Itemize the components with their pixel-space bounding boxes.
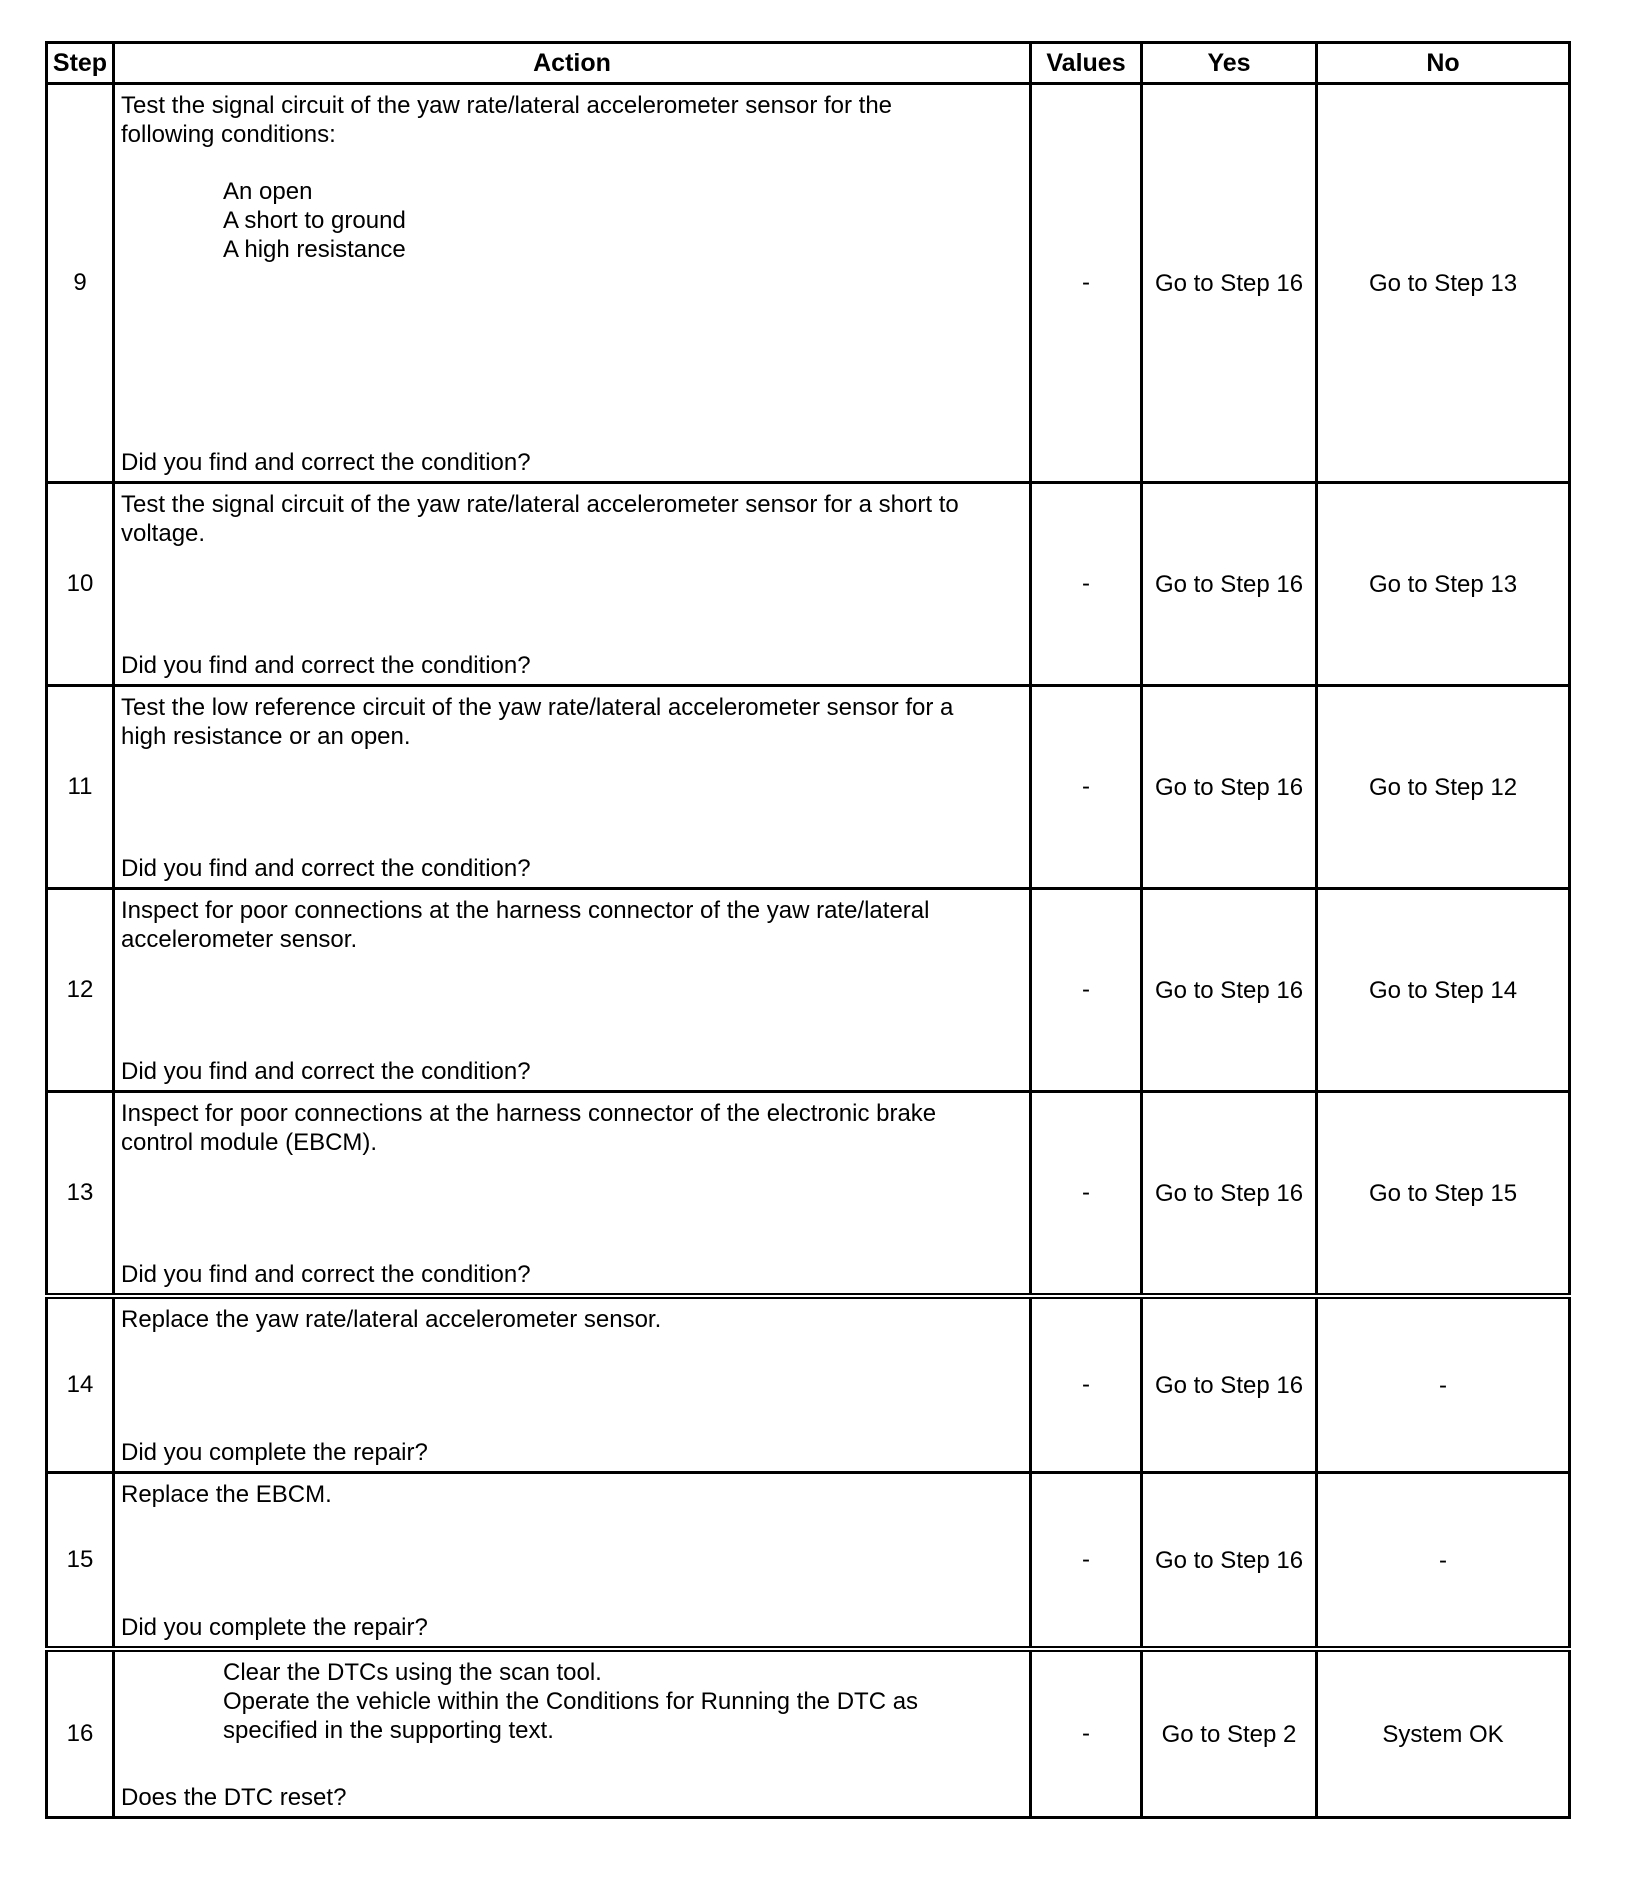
no-cell: Go to Step 14 xyxy=(1317,889,1570,1092)
header-no: No xyxy=(1317,43,1570,84)
values-cell: - xyxy=(1031,483,1142,686)
action-cell xyxy=(114,483,1031,686)
no-cell: - xyxy=(1317,1296,1570,1473)
step-number: 10 xyxy=(47,483,114,686)
action-text: Test the signal circuit of the yaw rate/lateral accelerometer sensor for the following conditions: xyxy=(121,92,893,148)
values-cell: - xyxy=(1031,1473,1142,1650)
step-number: 12 xyxy=(47,889,114,1092)
action-question: Did you complete the repair? xyxy=(121,1439,428,1466)
action-cell xyxy=(114,686,1031,889)
action-text: Test the signal circuit of the yaw rate/lateral accelerometer sensor for a short to voltage. xyxy=(121,491,959,547)
action-question: Did you find and correct the condition? xyxy=(121,449,531,476)
action-cell xyxy=(114,1473,1031,1650)
yes-cell: Go to Step 16 xyxy=(1142,686,1317,889)
header-values: Values xyxy=(1031,43,1142,84)
yes-cell: Go to Step 16 xyxy=(1142,1473,1317,1650)
action-text: Test the low reference circuit of the yaw rate/lateral accelerometer sensor for a high resistance or an open. xyxy=(121,694,954,750)
table-row xyxy=(47,1649,1570,1818)
no-cell: Go to Step 13 xyxy=(1317,84,1570,483)
action-cell xyxy=(114,1092,1031,1297)
no-cell: Go to Step 15 xyxy=(1317,1092,1570,1297)
action-question: Did you find and correct the condition? xyxy=(121,1058,531,1085)
action-text: Inspect for poor connections at the harness connector of the yaw rate/lateral accelerometer sensor. xyxy=(121,897,930,953)
action-question: Did you find and correct the condition? xyxy=(121,1261,531,1288)
yes-cell: Go to Step 16 xyxy=(1142,84,1317,483)
instruction-item: Operate the vehicle within the Conditions for Running the DTC as specified in the supporting text. xyxy=(223,1688,919,1744)
table-header-row xyxy=(47,43,1570,84)
table-row xyxy=(47,889,1570,1092)
values-cell: - xyxy=(1031,1296,1142,1473)
action-cell xyxy=(114,889,1031,1092)
condition-item: A high resistance xyxy=(223,236,406,263)
table-row xyxy=(47,1473,1570,1650)
diagnostic-table-container xyxy=(45,41,1568,1819)
values-cell: - xyxy=(1031,1649,1142,1818)
table-row xyxy=(47,686,1570,889)
step-number: 15 xyxy=(47,1473,114,1650)
instruction-list xyxy=(115,1652,1029,1745)
step-number: 11 xyxy=(47,686,114,889)
action-question: Did you find and correct the condition? xyxy=(121,652,531,679)
condition-item: An open xyxy=(223,178,313,205)
table-row xyxy=(47,483,1570,686)
table-row xyxy=(47,1092,1570,1297)
action-cell xyxy=(114,84,1031,483)
action-question: Did you find and correct the condition? xyxy=(121,855,531,882)
no-cell: Go to Step 12 xyxy=(1317,686,1570,889)
action-text: Replace the EBCM. xyxy=(121,1481,332,1508)
no-cell: - xyxy=(1317,1473,1570,1650)
step-number: 14 xyxy=(47,1296,114,1473)
values-cell: - xyxy=(1031,686,1142,889)
condition-item: A short to ground xyxy=(223,207,406,234)
no-cell: Go to Step 13 xyxy=(1317,483,1570,686)
condition-list xyxy=(115,177,1029,264)
yes-cell: Go to Step 16 xyxy=(1142,1296,1317,1473)
action-text: Replace the yaw rate/lateral accelerometer sensor. xyxy=(121,1306,662,1333)
step-number: 13 xyxy=(47,1092,114,1297)
header-action: Action xyxy=(114,43,1031,84)
action-cell xyxy=(114,1649,1031,1818)
values-cell: - xyxy=(1031,1092,1142,1297)
values-cell: - xyxy=(1031,889,1142,1092)
yes-cell: Go to Step 16 xyxy=(1142,889,1317,1092)
action-question: Does the DTC reset? xyxy=(121,1784,347,1811)
diagnostic-table xyxy=(45,41,1571,1819)
instruction-item: Clear the DTCs using the scan tool. xyxy=(223,1659,602,1686)
action-question: Did you complete the repair? xyxy=(121,1614,428,1641)
table-row xyxy=(47,1296,1570,1473)
yes-cell: Go to Step 16 xyxy=(1142,1092,1317,1297)
table-row xyxy=(47,84,1570,483)
header-step: Step xyxy=(47,43,114,84)
no-cell: System OK xyxy=(1317,1649,1570,1818)
action-text: Inspect for poor connections at the harness connector of the electronic brake control module (EBCM). xyxy=(121,1100,937,1156)
step-number: 9 xyxy=(47,84,114,483)
values-cell: - xyxy=(1031,84,1142,483)
yes-cell: Go to Step 16 xyxy=(1142,483,1317,686)
step-number: 16 xyxy=(47,1649,114,1818)
yes-cell: Go to Step 2 xyxy=(1142,1649,1317,1818)
header-yes: Yes xyxy=(1142,43,1317,84)
action-cell xyxy=(114,1296,1031,1473)
